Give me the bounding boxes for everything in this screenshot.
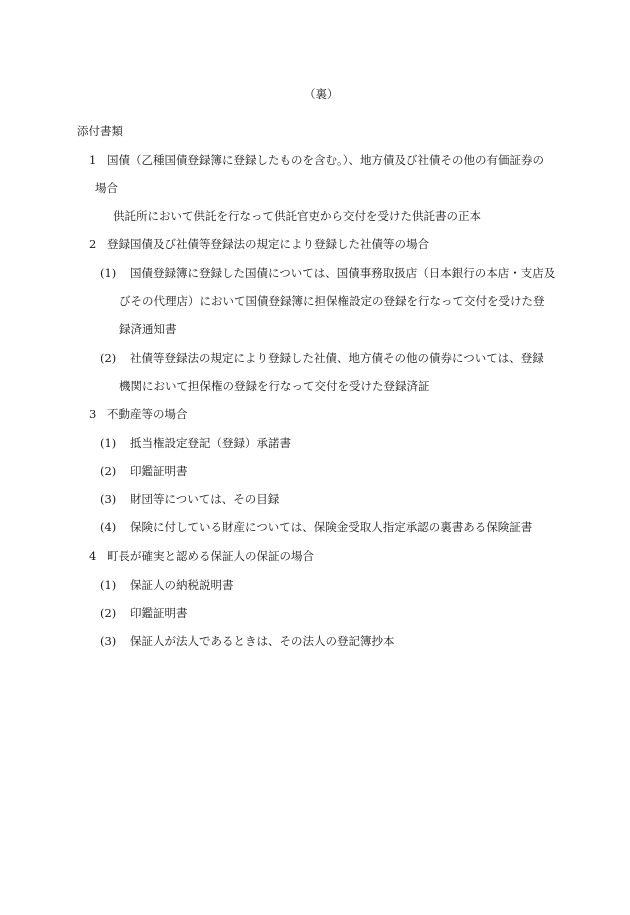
- item-2-sub-2-number: (2): [100, 351, 117, 365]
- item-4-sub-2-text: 印鑑証明書: [130, 606, 188, 620]
- item-1-text-line-1: 国債（乙種国債登録簿に登録したものを含む。）、地方債及び社債その他の有価証券の: [107, 153, 544, 167]
- item-4-sub-3-number: (3): [100, 634, 117, 648]
- item-4-sub-3-text: 保証人が法人であるときは、その法人の登記簿抄本: [130, 634, 395, 648]
- item-2-sub-1-line-2: びその代理店）において国債登録簿に担保権設定の登録を行なって交付を受けた登: [119, 294, 545, 308]
- item-2-text: 登録国債及び社債等登録法の規定により登録した社債等の場合: [107, 237, 429, 251]
- section-heading: 添付書類: [77, 124, 123, 138]
- item-1-body: 供託所において供託を行なって供託官吏から交付を受けた供託書の正本: [113, 209, 481, 223]
- item-3-sub-4-number: (4): [100, 520, 117, 534]
- item-3-number: 3: [89, 407, 97, 421]
- item-2-sub-2-line-1: 社債等登録法の規定により登録した社債、地方債その他の債券については、登録: [130, 351, 544, 365]
- item-4-text: 町長が確実と認める保証人の保証の場合: [107, 549, 314, 563]
- item-2-sub-2-line-2: 機関において担保権の登録を行なって交付を受けた登録済証: [119, 379, 430, 393]
- item-3-sub-4-text: 保険に付している財産については、保険金受取人指定承認の裏書ある保険証書: [130, 520, 533, 534]
- item-3-sub-3-number: (3): [100, 492, 117, 506]
- item-2-number: 2: [89, 237, 97, 251]
- item-3-sub-1-text: 抵当権設定登記（登録）承諾書: [130, 436, 291, 450]
- item-2-sub-1-number: (1): [100, 266, 117, 280]
- item-3-sub-2-text: 印鑑証明書: [130, 464, 188, 478]
- item-1-text-line-2: 場合: [95, 181, 118, 195]
- item-3-sub-1-number: (1): [100, 436, 117, 450]
- item-4-sub-1-number: (1): [100, 578, 117, 592]
- item-2-sub-1-line-3: 録済通知書: [119, 322, 177, 336]
- item-2-sub-1-line-1: 国債登録簿に登録した国債については、国債事務取扱店（日本銀行の本店・支店及: [130, 266, 556, 280]
- item-4-sub-2-number: (2): [100, 606, 117, 620]
- item-4-sub-1-text: 保証人の納税説明書: [130, 578, 234, 592]
- item-1-number: 1: [89, 153, 97, 167]
- item-3-sub-2-number: (2): [100, 464, 117, 478]
- item-3-text: 不動産等の場合: [107, 407, 188, 421]
- item-4-number: 4: [89, 549, 97, 563]
- item-3-sub-3-text: 財団等については、その目録: [130, 492, 280, 506]
- page-title: （裏）: [304, 87, 339, 101]
